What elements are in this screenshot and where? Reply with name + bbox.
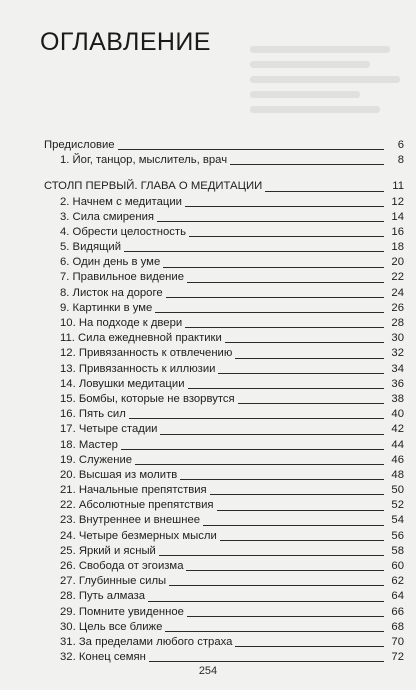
toc-entry: [44, 316, 404, 331]
toc-entry: [44, 331, 404, 346]
toc-entry: [44, 392, 404, 407]
toc-entry-title: 9. Картинки в уме: [60, 301, 153, 314]
toc-entry: [44, 438, 404, 453]
leader-line: [163, 267, 384, 268]
toc-entry: [44, 498, 404, 513]
toc-entry-page: 60: [391, 560, 404, 573]
toc-entry: [44, 574, 404, 589]
toc-entry-page: 56: [391, 529, 404, 542]
toc-entry: [44, 225, 404, 240]
leader-line: [203, 525, 384, 526]
toc-entry-title: 22. Абсолютные препятствия: [60, 499, 214, 512]
leader-line: [118, 149, 384, 150]
toc-entry: [44, 153, 404, 168]
toc-entry-title: 29. Помните увиденное: [60, 605, 184, 618]
toc-entry: [44, 210, 404, 225]
toc-entry-page: 48: [391, 468, 404, 481]
toc-entry-page: 62: [391, 575, 404, 588]
toc-chapter-heading: [44, 179, 404, 194]
leader-line: [135, 464, 384, 465]
toc-entry-page: 30: [391, 332, 404, 345]
leader-line: [185, 327, 384, 328]
toc-entry-title: 16. Пять сил: [60, 408, 126, 421]
toc-entry-title: 17. Четыре стадии: [60, 423, 158, 436]
toc-entry-page: 66: [391, 605, 404, 618]
toc-entry-page: 14: [391, 210, 404, 223]
leader-line: [166, 297, 384, 298]
toc-entry-page: 58: [391, 544, 404, 557]
toc-entry: [44, 559, 404, 574]
toc-entry-page: 8: [397, 154, 404, 167]
toc-entry-title: 21. Начальные препятствия: [60, 484, 207, 497]
toc-entry-title: 13. Привязанность к иллюзии: [60, 362, 216, 375]
toc-entry-title: 18. Мастер: [60, 438, 118, 451]
toc-entry: [44, 138, 404, 153]
toc-entry-title: 10. На подходе к двери: [60, 317, 183, 330]
toc-entry: [44, 362, 404, 377]
toc-entry: [44, 407, 404, 422]
toc-group-intro: [44, 138, 404, 168]
toc-entry: [44, 255, 404, 270]
toc-entry-title: 6. Один день в уме: [60, 256, 161, 269]
leader-line: [225, 342, 384, 343]
leader-line: [220, 540, 384, 541]
toc-entry-title: 1. Йог, танцор, мыслитель, врач: [60, 154, 228, 167]
toc-entry-title: 32. Конец семян: [60, 651, 146, 664]
toc-entry-page: 50: [391, 484, 404, 497]
leader-line: [159, 555, 384, 556]
toc-entry-page: 70: [391, 635, 404, 648]
toc-entry: [44, 468, 404, 483]
toc-entry-page: 6: [397, 138, 404, 151]
toc-entry-page: 42: [391, 423, 404, 436]
toc-entry-page: 40: [391, 408, 404, 421]
toc-entry-page: 52: [391, 499, 404, 512]
toc-entry-page: 72: [391, 651, 404, 664]
toc-entry: [44, 422, 404, 437]
toc-entry-page: 16: [391, 225, 404, 238]
toc-entry-title: 7. Правильное видение: [60, 271, 184, 284]
leader-line: [265, 191, 384, 192]
toc-entry-title: 12. Привязанность к отвлечению: [60, 347, 233, 360]
toc-entry-page: 46: [391, 453, 404, 466]
toc-entry: [44, 544, 404, 559]
toc-entry-title: 30. Цель все ближе: [60, 620, 163, 633]
leader-line: [165, 631, 384, 632]
toc-entry-title: 14. Ловушки медитации: [60, 377, 185, 390]
leader-line: [230, 164, 384, 165]
leader-line: [210, 494, 384, 495]
toc-entry: [44, 453, 404, 468]
toc-entry-title: 27. Глубинные силы: [60, 575, 167, 588]
leader-line: [155, 312, 384, 313]
leader-line: [187, 282, 384, 283]
toc-entry-title: 8. Листок на дороге: [60, 286, 163, 299]
toc-entry-page: 34: [391, 362, 404, 375]
toc-entry: [44, 301, 404, 316]
leader-line: [149, 661, 384, 662]
toc-entry: [44, 240, 404, 255]
leader-line: [235, 358, 384, 359]
toc-entry: [44, 286, 404, 301]
leader-line: [189, 236, 384, 237]
toc-entry-title: 28. Путь алмаза: [60, 590, 146, 603]
toc-entry-title: 4. Обрести целостность: [60, 225, 186, 238]
page-number: 254: [198, 665, 218, 677]
toc-entry-title: 31. За пределами любого страха: [60, 635, 233, 648]
leader-line: [185, 206, 384, 207]
leader-line: [186, 570, 384, 571]
leader-line: [160, 434, 384, 435]
toc-entry-page: 24: [391, 286, 404, 299]
leader-line: [217, 510, 384, 511]
leader-line: [129, 418, 384, 419]
leader-line: [124, 251, 384, 252]
page-title: ОГЛАВЛЕНИЕ: [40, 28, 211, 56]
toc-entry-title: Предисловие: [44, 138, 115, 151]
leader-line: [188, 388, 384, 389]
toc-entry-title: 26. Свобода от эгоизма: [60, 560, 184, 573]
toc-entry-page: 44: [391, 438, 404, 451]
toc-entry-page: 64: [391, 590, 404, 603]
toc-entry-page: 38: [391, 392, 404, 405]
toc-entry-page: 12: [391, 195, 404, 208]
leader-line: [235, 646, 384, 647]
toc-chapter-entries: [44, 195, 404, 666]
table-of-contents: [44, 138, 404, 676]
toc-entry: [44, 195, 404, 210]
toc-entry: [44, 346, 404, 361]
leader-line: [180, 479, 384, 480]
leader-line: [187, 616, 384, 617]
leader-line: [121, 449, 384, 450]
toc-entry: [44, 605, 404, 620]
toc-entry-page: 20: [391, 256, 404, 269]
toc-entry-page: 18: [391, 241, 404, 254]
toc-entry: [44, 377, 404, 392]
toc-entry-title: 25. Яркий и ясный: [60, 544, 156, 557]
toc-entry-title: 15. Бомбы, которые не взорвутся: [60, 392, 235, 405]
toc-entry: [44, 635, 404, 650]
toc-entry-title: 3. Сила смирения: [60, 210, 154, 223]
toc-entry-title: 20. Высшая из молитв: [60, 468, 178, 481]
toc-entry: [44, 529, 404, 544]
toc-entry-page: 11: [392, 180, 404, 193]
toc-entry-page: 22: [391, 271, 404, 284]
leader-line: [157, 221, 384, 222]
leader-line: [238, 403, 384, 404]
toc-entry-page: 68: [391, 620, 404, 633]
toc-entry-title: 5. Видящий: [60, 241, 122, 254]
toc-entry: [44, 620, 404, 635]
toc-entry: [44, 650, 404, 665]
toc-entry-title: 23. Внутреннее и внешнее: [60, 514, 201, 527]
toc-entry-page: 32: [391, 347, 404, 360]
leader-line: [148, 601, 384, 602]
toc-entry-page: 54: [391, 514, 404, 527]
toc-entry-page: 26: [391, 301, 404, 314]
toc-entry-title: 19. Служение: [60, 453, 133, 466]
toc-entry-title: 24. Четыре безмерных мысли: [60, 529, 217, 542]
toc-entry-title: 2. Начнем с медитации: [60, 195, 182, 208]
toc-entry: [44, 514, 404, 529]
leader-line: [218, 373, 384, 374]
toc-entry: [44, 483, 404, 498]
bleed-through-text: [250, 38, 410, 128]
toc-entry-page: 28: [391, 317, 404, 330]
toc-group-chapter: [44, 179, 404, 665]
toc-entry: [44, 271, 404, 286]
toc-entry: [44, 589, 404, 604]
toc-entry-title: СТОЛП ПЕРВЫЙ. ГЛАВА О МЕДИТАЦИИ: [44, 180, 263, 193]
toc-entry-title: 11. Сила ежедневной практики: [60, 332, 222, 345]
leader-line: [169, 585, 384, 586]
toc-entry-page: 36: [391, 377, 404, 390]
